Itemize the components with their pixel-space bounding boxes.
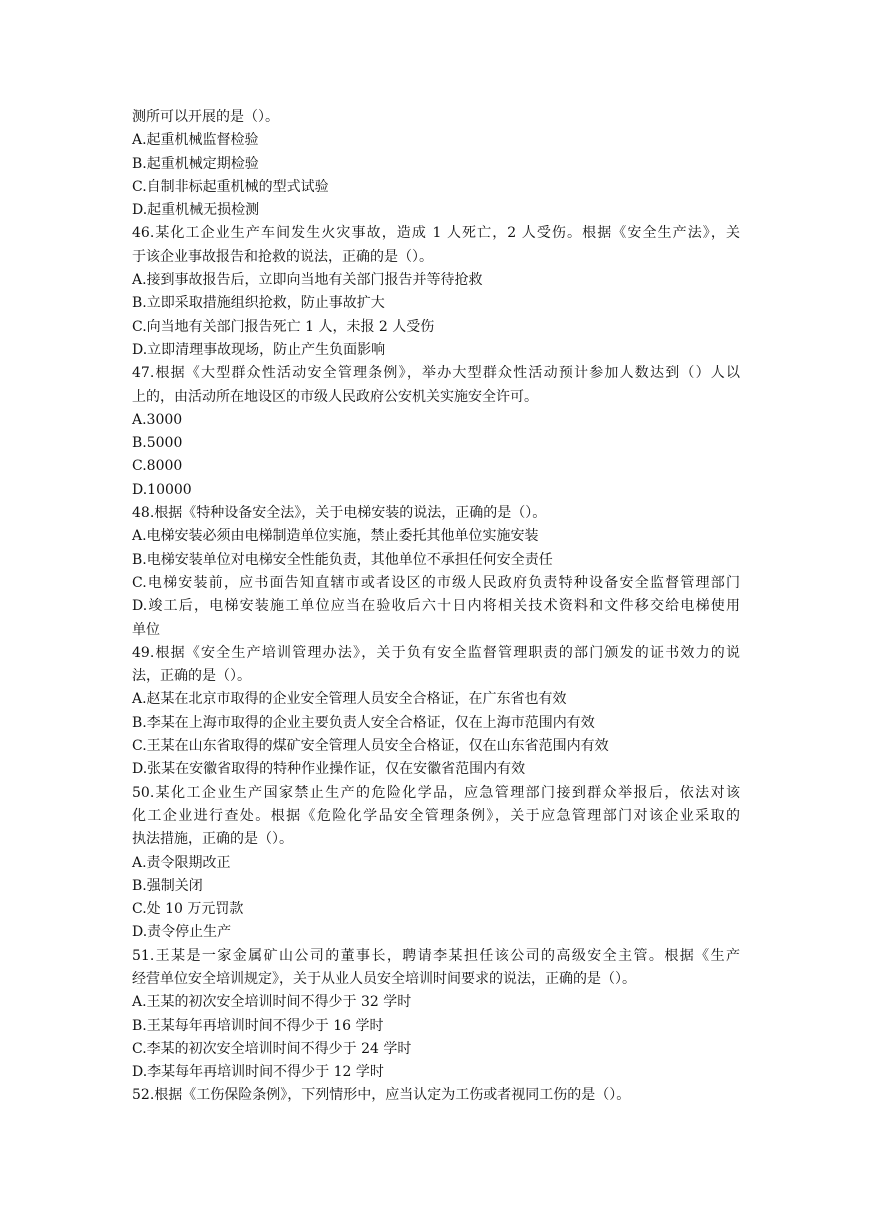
question-50-option-a: A.责令限期改正: [132, 854, 231, 871]
question-48-option-b: B.电梯安装单位对电梯安全性能负责，其他单位不承担任何安全责任: [132, 551, 553, 568]
question-52-stem: 52.根据《工伤保险条例》，下列情形中，应当认定为工伤或者视同工伤的是（）。: [132, 1087, 631, 1104]
question-49-option-b: B.李某在上海市取得的企业主要负责人安全合格证，仅在上海市范围内有效: [132, 714, 595, 731]
question-45-stem-end: 测所可以开展的是（）。: [132, 109, 279, 125]
question-51-stem-line-2: 经营单位安全培训规定》，关于从业人员安全培训时间要求的说法，正确的是（）。: [132, 970, 636, 987]
question-48-option-c: C.电梯安装前，应书面告知直辖市或者设区的市级人民政府负责特种设备安全监督管理部门: [132, 574, 740, 591]
question-50-stem-line-2: 化工企业进行查处。根据《危险化学品安全管理条例》，关于应急管理部门对该企业采取的: [132, 807, 740, 824]
question-48-option-d-line-2: 单位: [132, 621, 160, 638]
question-47-stem-line-2: 上的，由活动所在地设区的市级人民政府公安机关实施安全许可。: [132, 388, 538, 405]
question-45-option-c: C.自制非标起重机械的型式试验: [132, 178, 329, 195]
question-49-option-d: D.张某在安徽省取得的特种作业操作证，仅在安徽省范围内有效: [132, 761, 526, 778]
question-50-stem-line-3: 执法措施，正确的是（）。: [132, 831, 293, 848]
document-page: [132, 106, 740, 1108]
question-46-option-c: C.向当地有关部门报告死亡 1 人，未报 2 人受伤: [132, 318, 435, 335]
question-46-option-a: A.接到事故报告后，立即向当地有关部门报告并等待抢救: [132, 272, 483, 289]
question-49-stem-line-1: 49.根据《安全生产培训管理办法》，关于负有安全监督管理职责的部门颁发的证书效力的说: [132, 644, 740, 661]
question-46-stem-line-2: 于该企业事故报告和抢救的说法，正确的是（）。: [132, 248, 433, 265]
question-45-option-b: B.起重机械定期检验: [132, 155, 259, 172]
question-45-option-d: D.起重机械无损检测: [132, 202, 260, 219]
question-48-stem: 48.根据《特种设备安全法》，关于电梯安装的说法，正确的是（）。: [132, 505, 547, 522]
question-51-option-c: C.李某的初次安全培训时间不得少于 24 学时: [132, 1040, 412, 1057]
question-46-stem-line-1: 46.某化工企业生产车间发生火灾事故，造成 1 人死亡，2 人受伤。根据《安全生产法》，关: [132, 225, 740, 242]
question-50-option-d: D.责令停止生产: [132, 924, 232, 941]
question-47-option-a: A.3000: [132, 411, 183, 428]
question-45-option-a: A.起重机械监督检验: [132, 132, 259, 149]
question-47-option-c: C.8000: [132, 458, 183, 475]
question-49-option-a: A.赵某在北京市取得的企业安全管理人员安全合格证，在广东省也有效: [132, 691, 567, 708]
question-51-option-a: A.王某的初次安全培训时间不得少于 32 学时: [132, 994, 412, 1011]
question-50-stem-line-1: 50.某化工企业生产国家禁止生产的危险化学品，应急管理部门接到群众举报后，依法对该: [132, 784, 740, 801]
question-46-option-b: B.立即采取措施组织抢救，防止事故扩大: [132, 295, 385, 312]
question-51-option-d: D.李某每年再培训时间不得少于 12 学时: [132, 1064, 384, 1081]
question-51-stem-line-1: 51.王某是一家金属矿山公司的董事长，聘请李某担任该公司的高级安全主管。根据《生产: [132, 947, 740, 964]
question-46-option-d: D.立即清理事故现场，防止产生负面影响: [132, 341, 386, 358]
question-47-option-b: B.5000: [132, 435, 183, 452]
question-48-option-d-line-1: D.竣工后，电梯安装施工单位应当在验收后六十日内将相关技术资料和文件移交给电梯使用: [132, 598, 740, 615]
question-48-option-a: A.电梯安装必须由电梯制造单位实施，禁止委托其他单位实施安装: [132, 528, 539, 545]
question-50-option-b: B.强制关闭: [132, 877, 203, 894]
question-49-stem-line-2: 法，正确的是（）。: [132, 668, 251, 685]
question-51-option-b: B.王某每年再培训时间不得少于 16 学时: [132, 1017, 384, 1034]
question-50-option-c: C.处 10 万元罚款: [132, 901, 244, 918]
question-47-option-d: D.10000: [132, 481, 192, 498]
question-49-option-c: C.王某在山东省取得的煤矿安全管理人员安全合格证，仅在山东省范围内有效: [132, 738, 609, 755]
question-47-stem-line-1: 47.根据《大型群众性活动安全管理条例》，举办大型群众性活动预计参加人数达到（）人以: [132, 365, 740, 382]
